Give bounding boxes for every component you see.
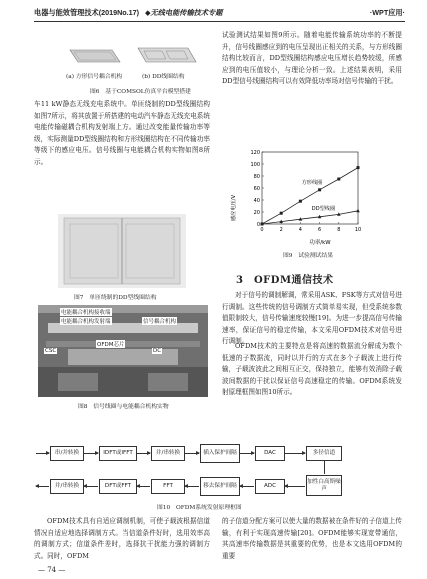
arrow: [185, 453, 199, 454]
fig8-caption: 图8 信号线圈与电能耦合机构实物: [78, 404, 169, 410]
header-center: ◆无线电能传输技术专题: [145, 8, 223, 17]
fig8-label-dc: DC: [153, 348, 162, 354]
fig8-label-ofdm: OFDM芯片: [97, 342, 125, 348]
arrow: [240, 486, 254, 487]
data-point: [318, 188, 321, 191]
y-tick-label: 100: [250, 161, 260, 168]
header-rule: [34, 21, 405, 22]
arrow: [36, 453, 49, 454]
arrow: [285, 453, 305, 454]
arrow: [84, 486, 98, 487]
block-remove-guard: 移去保护间隔: [200, 477, 240, 496]
block-dft: DFT或FFT: [99, 479, 137, 494]
right-paragraph-1: 试验测试结果如图9所示。随着电能传输系统功率的不断提升，信号线圈感应到的电压呈现出正相关的关系，与方形线圈结构比较而言，DD型线圈结构感应电压增长趋势较缓，所感应到的电压值较小，与理论分析一致。上述结果表明，采用DD型信号线圈结构可以有效降低功率场对信号传输的干扰。: [222, 31, 402, 86]
arrow: [240, 453, 254, 454]
fig8-label-transmitter: 电能耦合机构发射端: [61, 319, 111, 325]
header-right: ·WPT应用·: [369, 8, 405, 17]
section-3-title: 3 OFDM通信技术: [236, 275, 334, 286]
y-tick-label: 60: [253, 185, 260, 192]
arrow: [84, 453, 98, 454]
y-tick-label: 120: [250, 149, 260, 156]
page-number: — 74 —: [38, 566, 66, 574]
block-sp-convert: 串/并转换: [50, 446, 84, 461]
arrow: [137, 453, 150, 454]
x-tick-label: 8: [337, 227, 341, 233]
block-dac: DAC: [255, 446, 285, 461]
header-left: 电器与能效管理技术(2019No.17): [34, 8, 140, 17]
arrow-down: [324, 461, 325, 474]
x-tick-label: 6: [318, 227, 322, 233]
fig6-sub-a: (a) 方形信号耦合机构: [66, 74, 123, 80]
x-tick-label: 10: [354, 227, 362, 233]
data-point: [299, 200, 302, 203]
fig6-image: [62, 28, 202, 68]
fig6-sub-b: (b) DD线圈结构: [142, 74, 185, 80]
fig6-caption: 图6 基于COMSOL仿真平台模型搭建: [90, 89, 191, 95]
arrow: [36, 486, 49, 487]
right-paragraph-2: 对于信号的调制解调，常采用ASK、FSK等方式对信号进行调制。这些传统的信号调制方式简单易实现，但受系统参数值限制较大，信号传输速度较慢[19]。为进一步提高信号传输速率，保证信号的稳定传输，本文采用OFDM技术对信号进行调制。: [222, 291, 402, 346]
series-label: 方形线圈: [301, 179, 323, 186]
block-idft: IDFT或IFFT: [99, 446, 137, 461]
fig7-caption: 图7 单匝绕制的DD型线圈结构: [74, 295, 157, 301]
series-label: DD型线圈: [311, 205, 336, 212]
arrow: [137, 486, 150, 487]
y-tick-label: 40: [253, 197, 260, 204]
right-paragraph-3: OFDM技术的主要特点是将高速的数据流分解成为数个低速的子数据流，同时以并行的方式在多个子载波上进行传输，子载波波此之间相互正交，保持独立，能够有效消除子载波间数据的干扰以保证信号高速稳定的传输。OFDM系统发射原理框图如图10所示。: [222, 342, 402, 397]
series-line: [262, 211, 358, 224]
block-adc: ADC: [255, 479, 285, 494]
data-point: [280, 212, 283, 215]
fig8-label-signal: 信号耦合机构: [143, 319, 177, 325]
fig8-label-receiver: 电能耦合机构接收端: [61, 310, 111, 316]
x-tick-label: 2: [279, 227, 283, 233]
block-fft: FFT: [151, 479, 185, 494]
data-point: [337, 178, 340, 181]
y-tick-label: 80: [253, 173, 260, 180]
block-insert-guard: 插入保护间隔: [200, 444, 240, 463]
fig9-xlabel: 功率/kW: [309, 240, 331, 246]
fig9-ylabel: 感应电压/V: [231, 194, 237, 222]
data-point: [357, 166, 360, 169]
block-ps-convert-bottom: 并/串转换: [50, 479, 84, 494]
fig9-caption: 图9 试验测试结果: [283, 253, 334, 259]
fig9-chart: [228, 146, 378, 246]
y-tick-label: 0: [256, 221, 260, 228]
y-tick-label: 20: [253, 209, 260, 216]
fig10-caption: 图10 OFDM系统发射原理框图: [157, 505, 242, 511]
fig7-photo: [58, 214, 186, 288]
fig8-label-csc: CSC: [45, 348, 57, 354]
x-tick-label: 0: [260, 227, 264, 233]
arrow: [285, 486, 305, 487]
left-paragraph-1: 车11 kW静态无线充电系统中。单匝绕制的DD型线圈结构如图7所示，将其放置于所搭建的电动汽车静态无线充电系统电能传输磁耦合机构发射端上方。通过改变能量传输功率等级，实际测量DD型线圈结构和方形线圈结构在不同传输功率等级下的感应电压。信号线圈与电能耦合机构实物如图8所示。: [34, 100, 210, 166]
bottom-left-paragraph: OFDM技术具有自适应调制机制，可使子载波根据信道情况自适应地选择调制方式。当信道条件好时，选用效率高的调制方式；信道条件差时，选择抗干扰能力强的调制方式。同时，OFDM: [34, 517, 210, 560]
block-multipath: 多径信道: [306, 446, 342, 461]
arrow: [185, 486, 199, 487]
block-awgn: 加性白高斯噪声: [306, 475, 342, 496]
data-point: [356, 209, 360, 212]
bottom-right-paragraph: 的子信道分配方案可以使大量的数据被在条件好的子信道上传输，有利于实现高速传输[20]。OFDM能够实现宽带通信，其高速率传输数据是其重要的优势，也是本文选用OFDM的重要: [222, 517, 402, 560]
series-line: [262, 168, 358, 224]
block-ps-convert-top: 并/串转换: [151, 446, 185, 461]
x-tick-label: 4: [298, 227, 302, 233]
